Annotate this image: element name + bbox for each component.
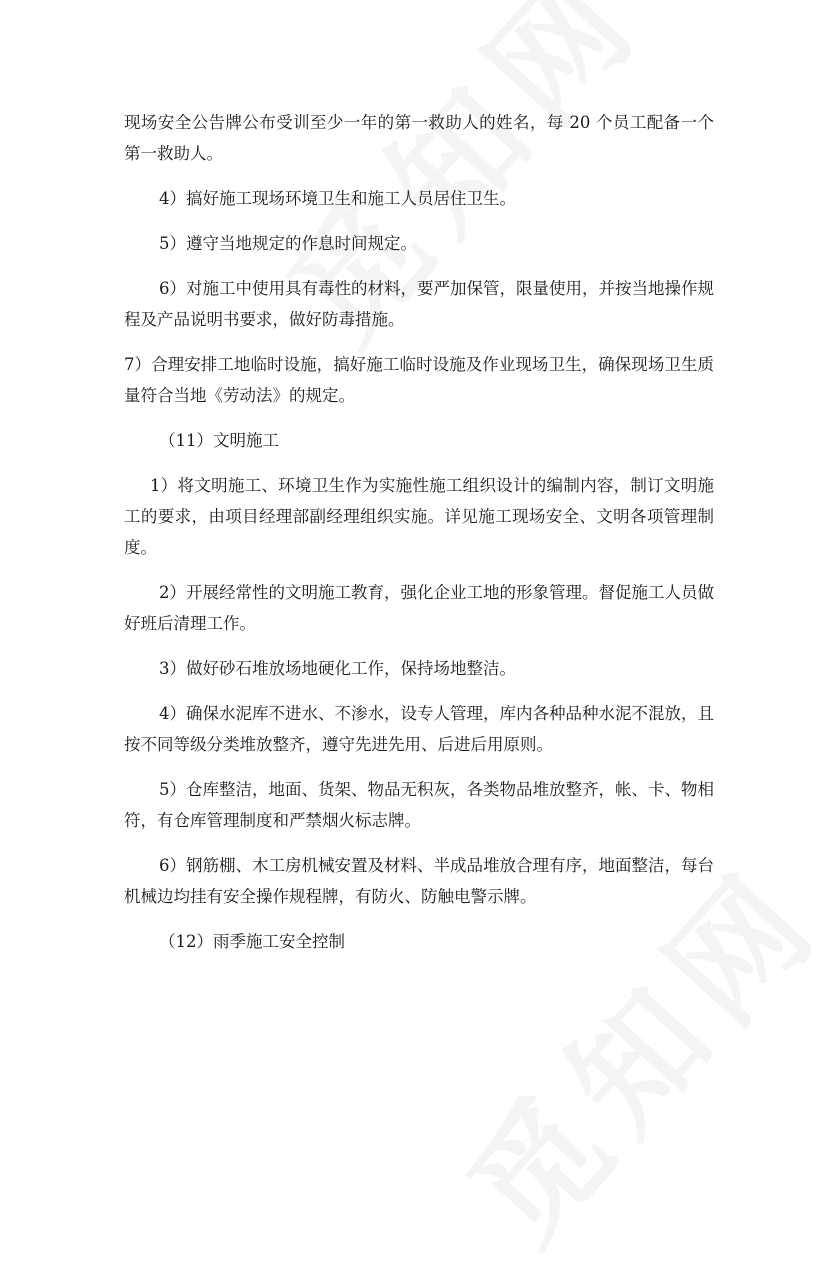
paragraph-civil-6: 6）钢筋棚、木工房机械安置及材料、半成品堆放合理有序，地面整洁，每台机械边均挂有安全操作规程牌，有防火、防触电警示牌。 (124, 856, 714, 906)
paragraph-item-6: 6）对施工中使用具有毒性的材料，要严加保管，限量使用，并按当地操作规程及产品说明书要求，做好防毒措施。 (124, 279, 714, 329)
paragraph-civil-5: 5）仓库整洁，地面、货架、物品无积灰，各类物品堆放整齐，帐、卡、物相符，有仓库管理制度和严禁烟火标志牌。 (124, 780, 714, 830)
paragraph-civil-3: 3）做好砂石堆放场地硬化工作，保持场地整洁。 (159, 659, 516, 678)
paragraph-item-7: 7）合理安排工地临时设施，搞好施工临时设施及作业现场卫生，确保现场卫生质量符合当地《劳动法》的规定。 (124, 355, 714, 405)
paragraph-item-5: 5）遵守当地规定的作息时间规定。 (159, 234, 417, 253)
paragraph-civil-1: 1）将文明施工、环境卫生作为实施性施工组织设计的编制内容，制订文明施工的要求，由项目经理部副经理组织实施。详见施工现场安全、文明各项管理制度。 (124, 476, 714, 557)
paragraph-item-4: 4）搞好施工现场环境卫生和施工人员居住卫生。 (159, 189, 516, 208)
section-heading-11: （11）文明施工 (159, 431, 279, 450)
paragraph-civil-2: 2）开展经常性的文明施工教育，强化企业工地的形象管理。督促施工人员做好班后清理工作。 (124, 583, 714, 633)
paragraph-continuation: 现场安全公告牌公布受训至少一年的第一救助人的姓名，每 20 个员工配备一个第一救助人。 (124, 113, 714, 163)
section-heading-12: （12）雨季施工安全控制 (159, 932, 345, 951)
document-body (124, 107, 714, 971)
paragraph-civil-4: 4）确保水泥库不进水、不渗水，设专人管理，库内各种品种水泥不混放，且按不同等级分类堆放整齐，遵守先进先用、后进后用原则。 (124, 704, 714, 754)
